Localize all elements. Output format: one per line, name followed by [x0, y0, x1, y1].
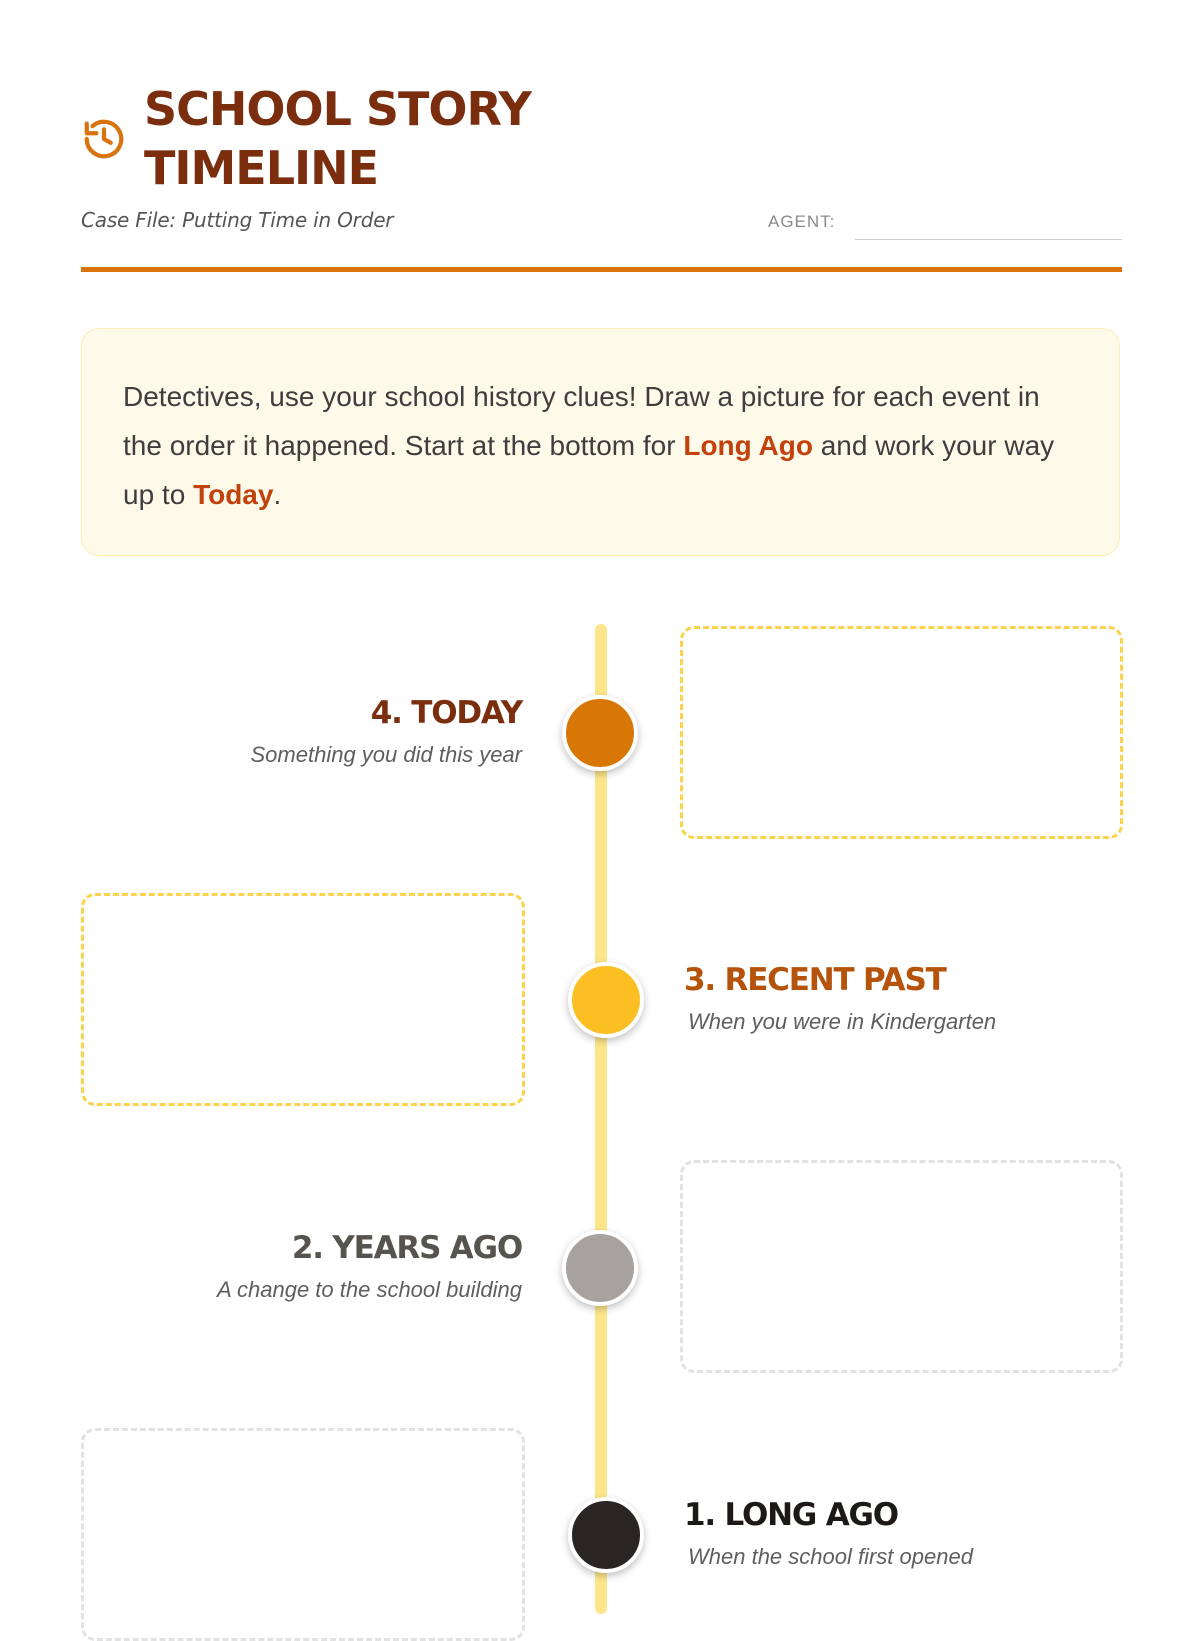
agent-label: AGENT: [768, 212, 836, 231]
timeline-node-today [562, 695, 638, 771]
instructions-text: . [273, 479, 282, 510]
instructions-text: Detectives, use your school history clues! Draw a picture for each event in the order it happened. Start at the bottom for [123, 381, 1040, 461]
event-title-today: 4. TODAY [370, 695, 522, 731]
drawing-box-today[interactable] [680, 626, 1123, 839]
case-file-subtitle: Case File: Putting Time in Order [81, 208, 394, 232]
event-title-long-ago: 1. LONG AGO [684, 1497, 898, 1533]
drawing-box-long-ago[interactable] [81, 1428, 525, 1641]
instructions-text: and work your way up to [123, 430, 1055, 510]
event-description-today: Something you did this year [250, 742, 522, 767]
instructions-box [81, 328, 1120, 556]
instructions-highlight-long-ago: Long Ago [683, 430, 813, 461]
event-description-recent-past: When you were in Kindergarten [688, 1009, 997, 1034]
instructions-highlight-today: Today [193, 479, 274, 510]
event-description-long-ago: When the school first opened [688, 1544, 973, 1569]
timeline-node-recent-past [568, 962, 644, 1038]
timeline-node-long-ago [568, 1497, 644, 1573]
page-title: SCHOOL STORY TIMELINE [144, 82, 531, 195]
history-icon [81, 116, 127, 162]
timeline-track [595, 624, 607, 1614]
event-title-recent-past: 3. RECENT PAST [684, 962, 946, 998]
event-description-years-ago: A change to the school building [217, 1277, 522, 1302]
timeline-node-years-ago [562, 1230, 638, 1306]
drawing-box-years-ago[interactable] [680, 1160, 1123, 1373]
agent-name-field[interactable] [855, 239, 1122, 240]
header-divider [81, 267, 1122, 272]
event-title-years-ago: 2. YEARS AGO [291, 1230, 522, 1266]
drawing-box-recent-past[interactable] [81, 893, 525, 1106]
